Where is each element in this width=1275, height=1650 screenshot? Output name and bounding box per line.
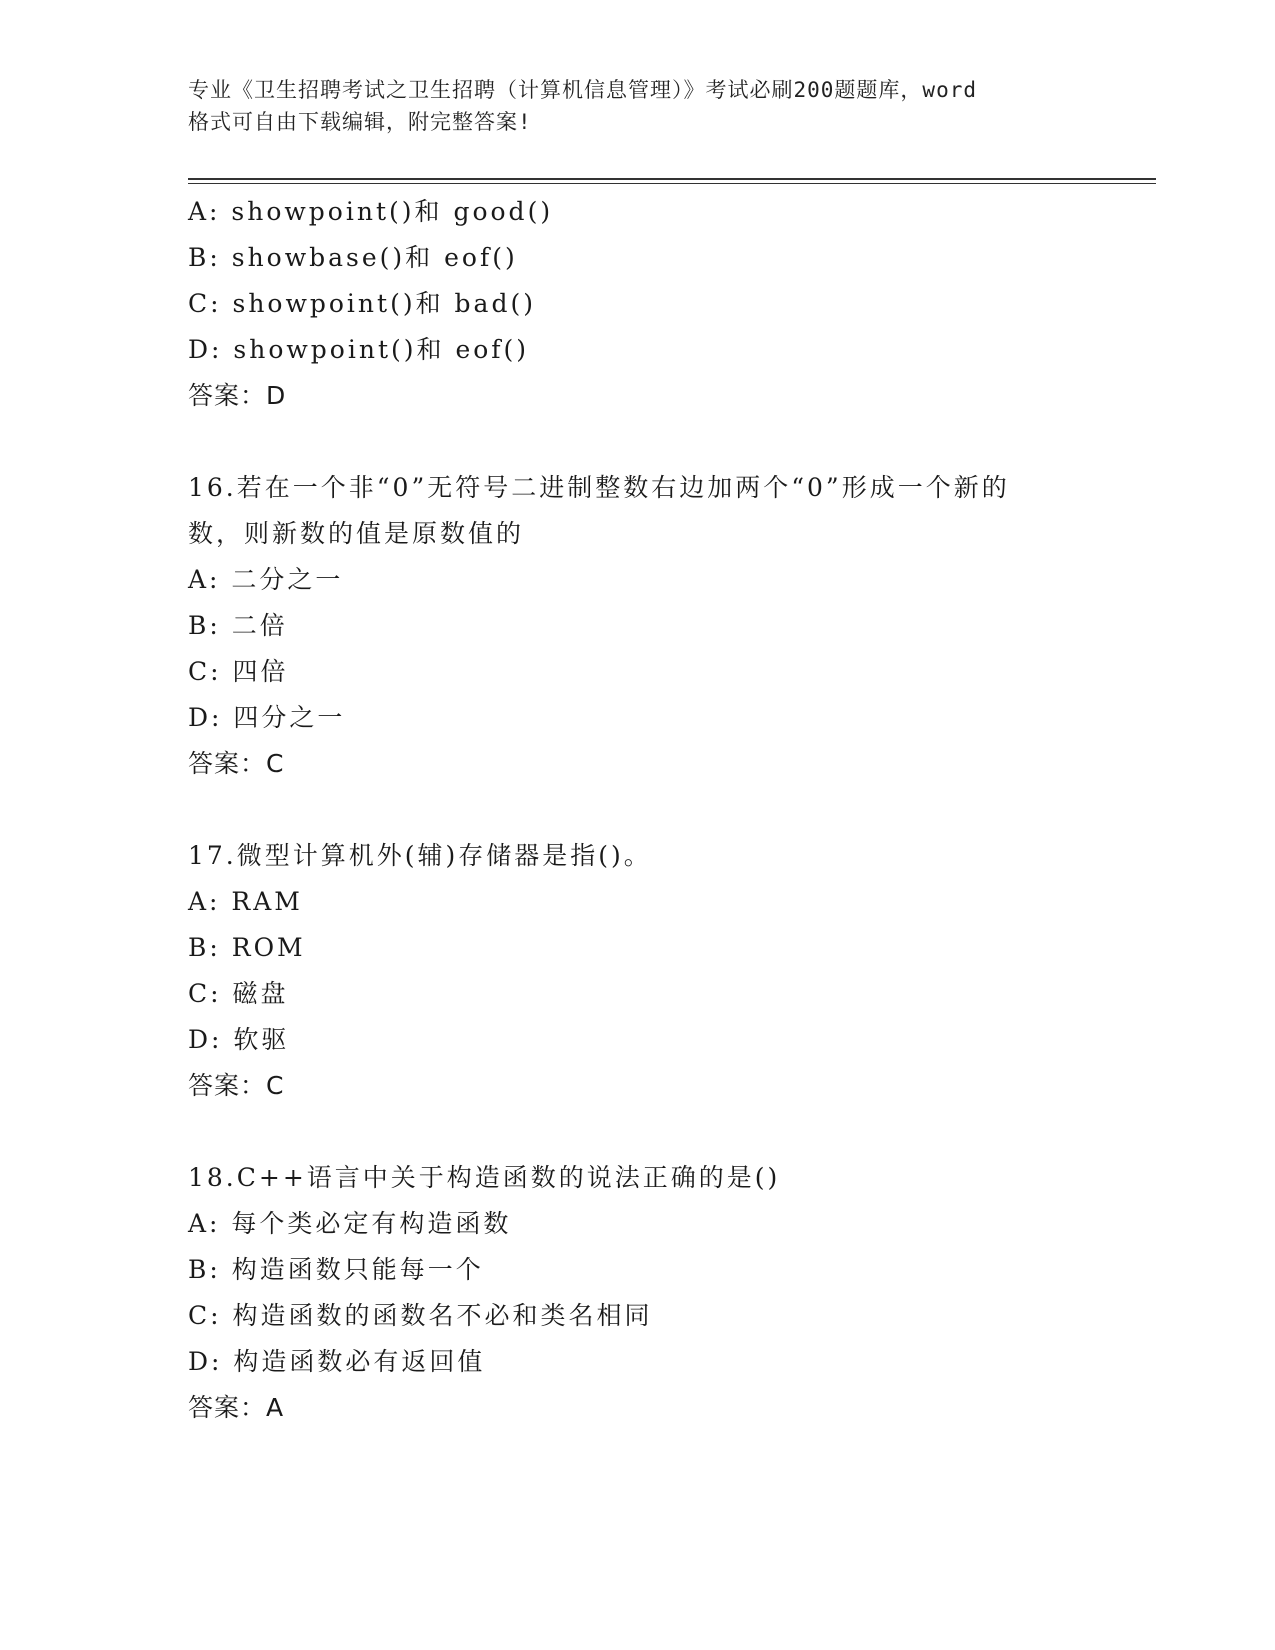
question-15 (188, 189, 1148, 419)
answer: 答案：D (188, 381, 287, 410)
page-header (188, 74, 1088, 138)
option-b: B: ROM (188, 933, 306, 962)
option-c: C: 磁盘 (188, 979, 289, 1008)
option-c: C: 构造函数的函数名不必和类名相同 (188, 1301, 653, 1330)
header-rule-thick (188, 178, 1156, 180)
question-stem: 18.C++语言中关于构造函数的说法正确的是() (188, 1163, 781, 1192)
question-18 (188, 1155, 1148, 1431)
question-17 (188, 833, 1148, 1109)
answer: 答案：C (188, 749, 285, 778)
option-b: B: 构造函数只能每一个 (188, 1255, 484, 1284)
option-d: D: 构造函数必有返回值 (188, 1347, 486, 1376)
option-d: D: 软驱 (188, 1025, 290, 1054)
header-line-2: 格式可自由下载编辑，附完整答案! (188, 110, 532, 134)
question-stem: 16.若在一个非“0”无符号二进制整数右边加两个“0”形成一个新的 (188, 473, 1010, 502)
question-content (188, 189, 1148, 1431)
question-16 (188, 465, 1148, 787)
option-b: B: showbase()和 eof() (188, 243, 518, 272)
answer: 答案：C (188, 1071, 285, 1100)
option-a: A: showpoint()和 good() (188, 197, 554, 226)
spacer (188, 787, 1148, 833)
header-line-1: 专业《卫生招聘考试之卫生招聘（计算机信息管理）》考试必刷200题题库，word (188, 78, 977, 102)
question-stem: 17.微型计算机外(辅)存储器是指()。 (188, 841, 652, 870)
option-c: C: 四倍 (188, 657, 289, 686)
option-a: A: 每个类必定有构造函数 (188, 1209, 512, 1238)
header-rule-thin (188, 183, 1156, 184)
answer: 答案：A (188, 1393, 285, 1422)
spacer (188, 419, 1148, 465)
option-c: C: showpoint()和 bad() (188, 289, 536, 318)
spacer (188, 1109, 1148, 1155)
option-d: D: showpoint()和 eof() (188, 335, 530, 364)
option-a: A: RAM (188, 887, 303, 916)
option-a: A: 二分之一 (188, 565, 344, 594)
option-d: D: 四分之一 (188, 703, 346, 732)
question-stem-cont: 数，则新数的值是原数值的 (188, 519, 525, 548)
option-b: B: 二倍 (188, 611, 288, 640)
